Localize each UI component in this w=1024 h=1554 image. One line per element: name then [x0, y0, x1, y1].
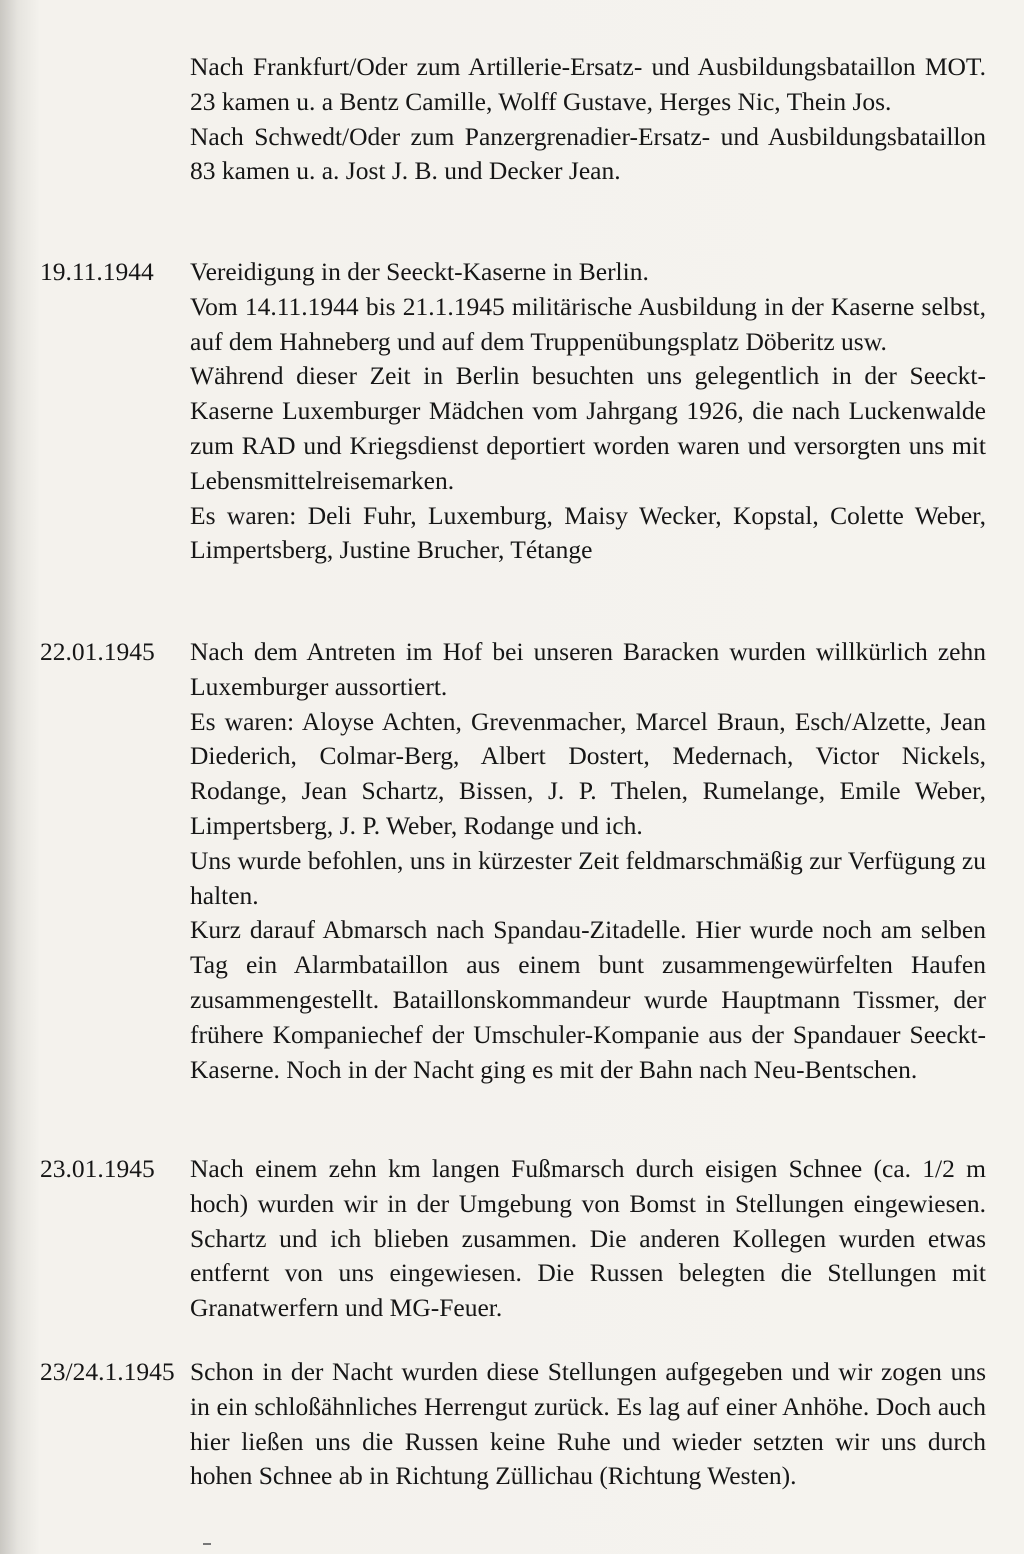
paragraph: Vom 14.11.1944 bis 21.1.1945 militärische Ausbildung in der Kaserne selbst, auf dem Hahneberg und auf dem Truppenübungsplatz Döberitz usw. — [190, 291, 986, 356]
entry-text — [190, 1355, 986, 1494]
entry-text — [190, 635, 986, 1087]
paragraph: Nach Schwedt/Oder zum Panzergrenadier-Ersatz- und Ausbildungsbataillon 83 kamen u. a. Jost J. B. und Decker Jean. — [190, 121, 986, 186]
paragraph: Es waren: Deli Fuhr, Luxemburg, Maisy Wecker, Kopstal, Colette Weber, Limpertsberg, Justine Brucher, Tétange — [190, 500, 986, 565]
paragraph: Schon in der Nacht wurden diese Stellungen aufgegeben und wir zogen uns in ein schloßähnliches Herrengut zurück. Es lag auf einer Anhöhe. Doch auch hier ließen uns die Russen keine Ruhe und wieder setzten wir uns durch hohen Schnee ab in Richtung Züllichau (Richtung Westen). — [190, 1357, 986, 1491]
paragraph: Während dieser Zeit in Berlin besuchten uns gelegentlich in der Seeckt-Kaserne Luxemburger Mädchen vom Jahrgang 1926, die nach Luckenwalde zum RAD und Kriegsdienst deportiert worden waren und versorgten uns mit Lebensmittelreisemarken. — [190, 361, 986, 495]
paragraph: Es waren: Aloyse Achten, Grevenmacher, Marcel Braun, Esch/Alzette, Jean Diederich, Colmar-Berg, Albert Dostert, Medernach, Victor Nickels, Rodange, Jean Schartz, Bissen, J. P. Thelen, Rumelange, Emile Weber, Limpertsberg, J. P. Weber, Rodange und ich. — [190, 706, 986, 840]
entry-date: 23.01.1945 — [40, 1154, 155, 1183]
entry-text — [190, 255, 986, 568]
paragraph: Kurz darauf Abmarsch nach Spandau-Zitadelle. Hier wurde noch am selben Tag ein Alarmbataillon aus einem bunt zusammengewürfelten Haufen zusammengestellt. Bataillonskommandeur wurde Hauptmann Tissmer, der frühere Kompaniechef der Umschuler-Kompanie aus der Spandauer Seeckt-Kaserne. Noch in der Nacht ging es mit der Bahn nach Neu-Bentschen. — [190, 915, 986, 1084]
paragraph: Nach Frankfurt/Oder zum Artillerie-Ersatz- und Ausbildungsbataillon MOT. 23 kamen u. a Bentz Camille, Wolff Gustave, Herges Nic, Thein Jos. — [190, 52, 986, 116]
paragraph: Nach dem Antreten im Hof bei unseren Baracken wurden willkürlich zehn Luxemburger aussortiert. — [190, 637, 986, 701]
paragraph: Nach einem zehn km langen Fußmarsch durch eisigen Schnee (ca. 1/2 m hoch) wurden wir in der Umgebung von Bomst in Stellungen eingewiesen. Schartz und ich blieben zusammen. Die anderen Kollegen wurden etwas entfernt von uns eingewiesen. Die Russen belegten die Stellungen mit Granatwerfern und MG-Feuer. — [190, 1154, 986, 1323]
entry-text — [190, 1152, 986, 1326]
paragraph: Vereidigung in der Seeckt-Kaserne in Berlin. — [190, 257, 649, 286]
entry-date: 23/24.1.1945 — [40, 1357, 175, 1386]
entry-text — [190, 50, 986, 189]
page-mark — [203, 1543, 211, 1545]
entry-date: 22.01.1945 — [40, 637, 155, 666]
entry-date: 19.11.1944 — [40, 257, 154, 286]
paragraph: Uns wurde befohlen, uns in kürzester Zeit feldmarschmäßig zur Verfügung zu halten. — [190, 845, 986, 910]
